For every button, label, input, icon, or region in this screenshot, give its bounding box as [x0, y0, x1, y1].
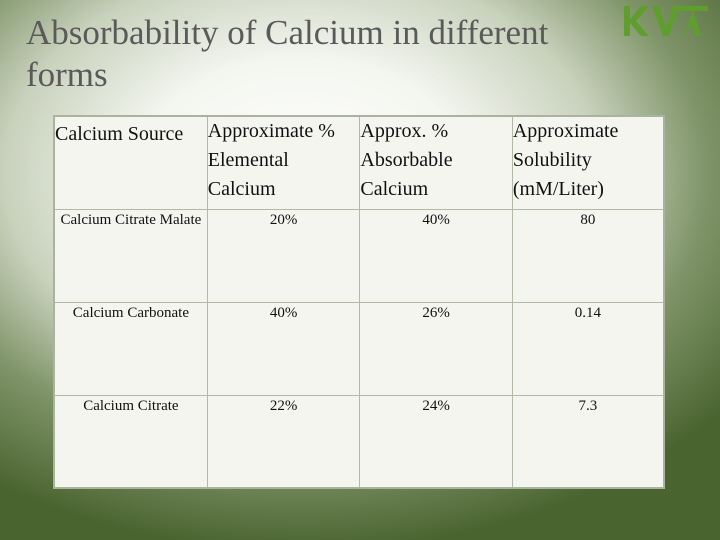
- cell-absorbable: 40%: [360, 209, 512, 302]
- cell-solubility: 0.14: [512, 302, 664, 395]
- header-calcium-source: Calcium Source: [54, 116, 207, 209]
- header-absorbable-calcium: Approx. % Absorbable Calcium: [360, 116, 512, 209]
- header-elemental-calcium: Approximate % Elemental Calcium: [207, 116, 360, 209]
- table-row: [54, 302, 664, 395]
- keva-logo: [622, 2, 714, 40]
- cell-absorbable: 26%: [360, 302, 512, 395]
- slide-title: Absorbability of Calcium in different forms: [26, 13, 549, 94]
- cell-elemental: 40%: [207, 302, 360, 395]
- table-header-row: [54, 116, 664, 209]
- header-solubility: Approximate Solubility (mM/Liter): [512, 116, 664, 209]
- table-row: [54, 209, 664, 302]
- cell-source: Calcium Citrate Malate: [54, 209, 207, 302]
- cell-elemental: 20%: [207, 209, 360, 302]
- table-row: [54, 395, 664, 488]
- cell-elemental: 22%: [207, 395, 360, 488]
- cell-absorbable: 24%: [360, 395, 512, 488]
- calcium-table: [53, 115, 665, 489]
- cell-solubility: 7.3: [512, 395, 664, 488]
- cell-source: Calcium Carbonate: [54, 302, 207, 395]
- cell-solubility: 80: [512, 209, 664, 302]
- cell-source: Calcium Citrate: [54, 395, 207, 488]
